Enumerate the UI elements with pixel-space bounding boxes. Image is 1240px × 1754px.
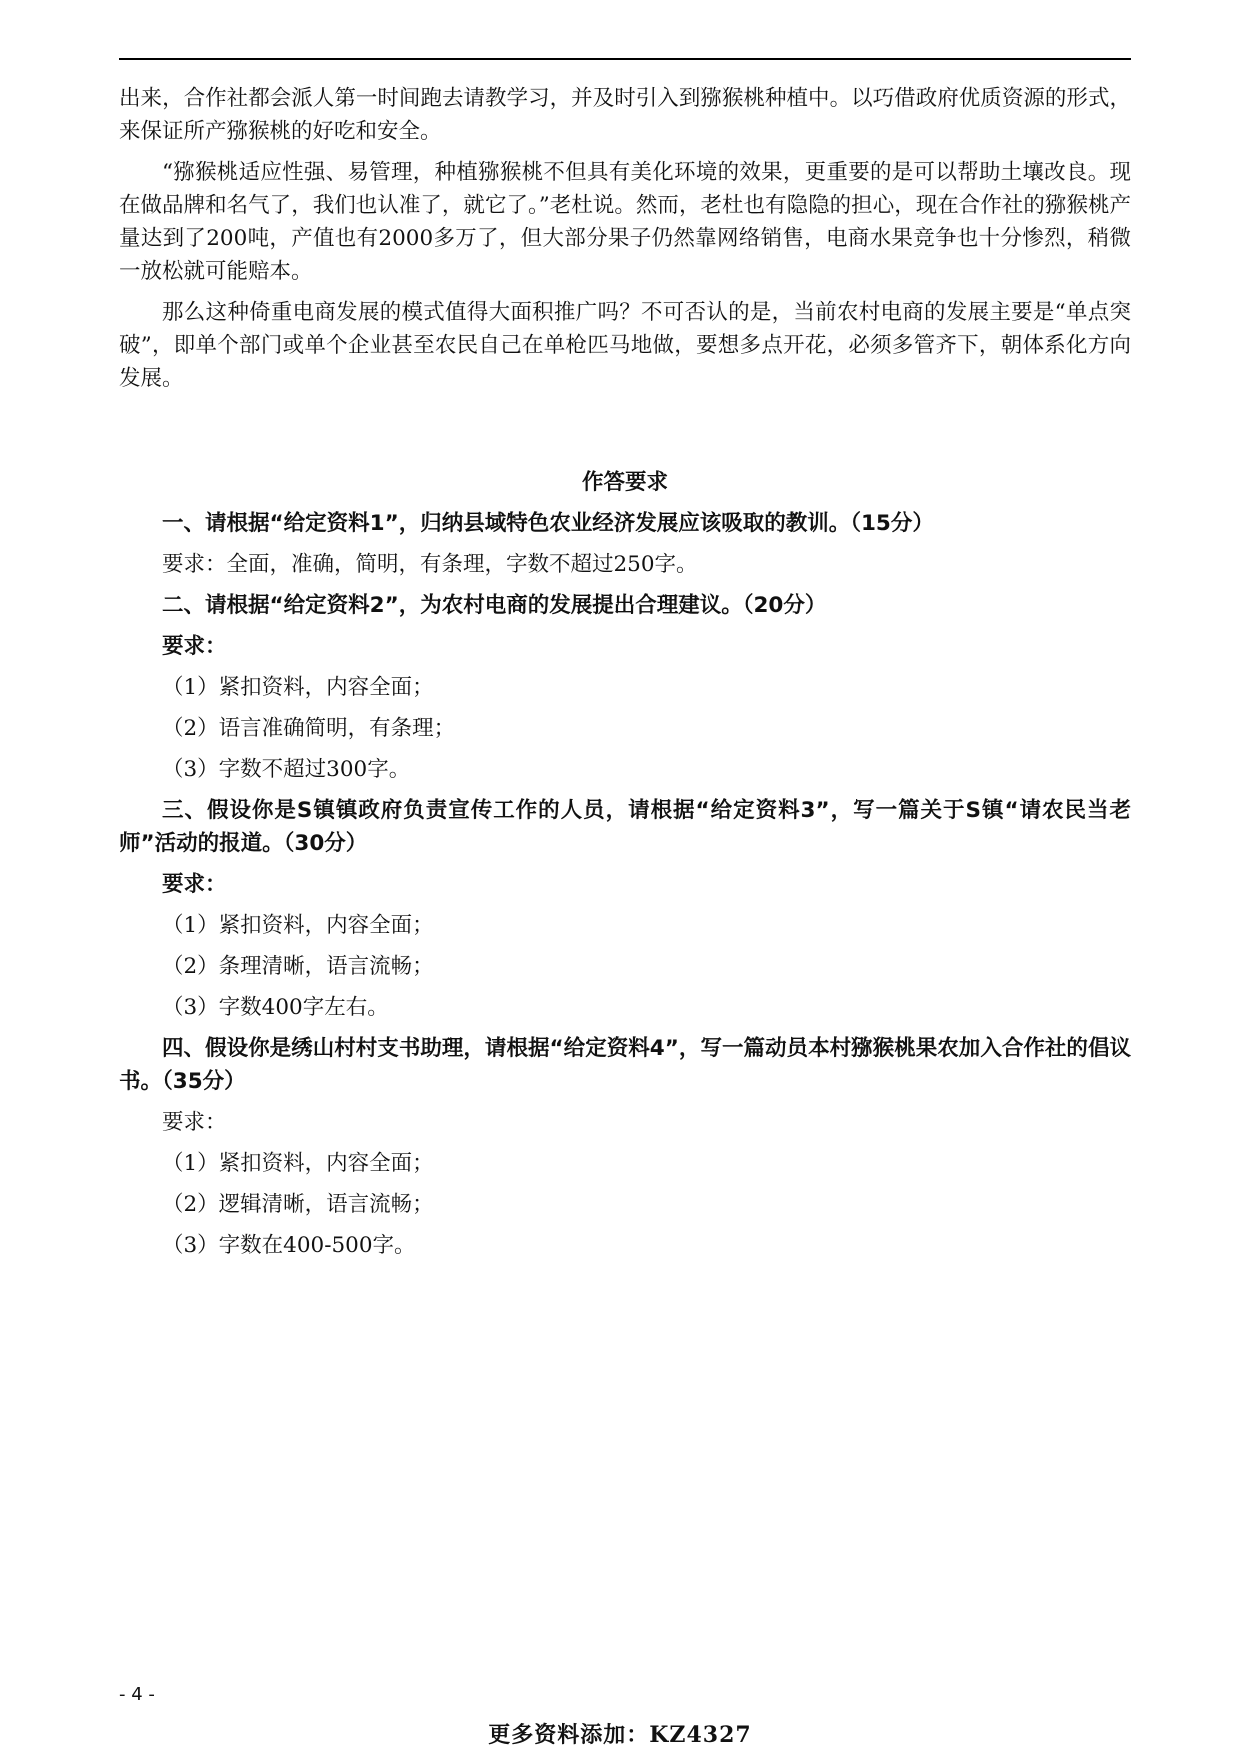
question-3-item-3: （3）字数400字左右。 <box>162 995 389 1020</box>
passage-paragraph-1: 出来，合作社都会派人第一时间跑去请教学习，并及时引入到猕猴桃种植中。以巧借政府优质资源的形式，来保证所产猕猴桃的好吃和安全。 <box>119 86 1131 144</box>
question-4-requirement-label: 要求： <box>162 1110 227 1135</box>
question-2-item-1: （1）紧扣资料，内容全面； <box>162 675 434 700</box>
question-3-item-1: （1）紧扣资料，内容全面； <box>162 913 434 938</box>
question-4-prompt: 四、假设你是绣山村村支书助理，请根据“给定资料4”，写一篇动员本村猕猴桃果农加入合作社的倡议书。（35分） <box>119 1036 1131 1094</box>
question-2-requirement-label: 要求： <box>162 634 227 659</box>
question-2-item-2: （2）语言准确简明，有条理； <box>162 716 456 741</box>
question-4-item-2: （2）逻辑清晰，语言流畅； <box>162 1192 434 1217</box>
document-body <box>119 82 1131 1262</box>
footer-note: 更多资料添加：KZ4327 <box>488 1722 752 1748</box>
question-4-item-3: （3）字数在400-500字。 <box>162 1233 416 1258</box>
header-rule <box>119 58 1131 60</box>
question-3-requirement-label: 要求： <box>162 872 227 897</box>
section-title: 作答要求 <box>581 470 668 495</box>
passage-paragraph-3: 那么这种倚重电商发展的模式值得大面积推广吗？不可否认的是，当前农村电商的发展主要是“单点突破”，即单个部门或单个企业甚至农民自己在单枪匹马地做，要想多点开花，必须多管齐下，朝体系化方向发展。 <box>119 300 1131 391</box>
question-2-prompt: 二、请根据“给定资料2”，为农村电商的发展提出合理建议。（20分） <box>162 593 827 618</box>
question-3-prompt: 三、假设你是S镇镇政府负责宣传工作的人员，请根据“给定资料3”，写一篇关于S镇“请农民当老师”活动的报道。（30分） <box>119 798 1131 856</box>
question-1-requirement: 要求：全面，准确，简明，有条理，字数不超过250字。 <box>162 552 698 577</box>
question-1-prompt: 一、请根据“给定资料1”，归纳县域特色农业经济发展应该吸取的教训。（15分） <box>162 511 934 536</box>
question-3-item-2: （2）条理清晰，语言流畅； <box>162 954 434 979</box>
question-2-item-3: （3）字数不超过300字。 <box>162 757 411 782</box>
passage-paragraph-2: “猕猴桃适应性强、易管理，种植猕猴桃不但具有美化环境的效果，更重要的是可以帮助土壤改良。现在做品牌和名气了，我们也认准了，就它了。”老杜说。然而，老杜也有隐隐的担心，现在合作社的猕猴桃产量达到了200吨，产值也有2000多万了，但大部分果子仍然靠网络销售，电商水果竞争也十分惨烈，稍微一放松就可能赔本。 <box>119 160 1131 284</box>
question-4-item-1: （1）紧扣资料，内容全面； <box>162 1151 434 1176</box>
page-number: - 4 - <box>119 1684 155 1705</box>
